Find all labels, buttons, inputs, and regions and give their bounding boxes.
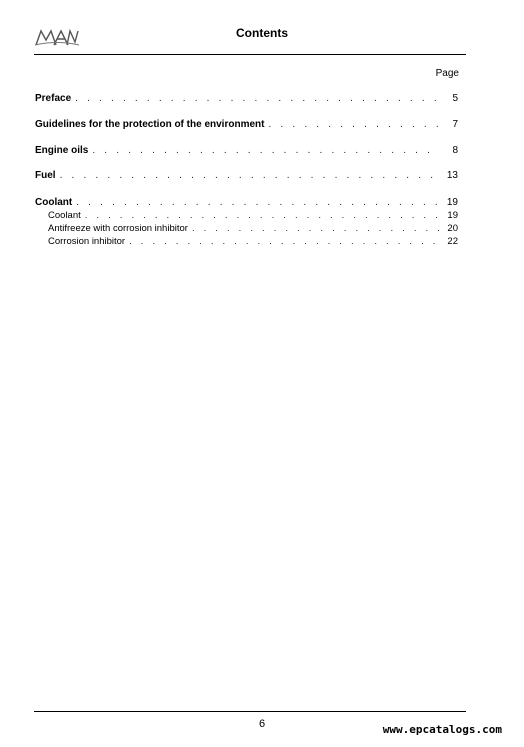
toc-entry-label: Guidelines for the protection of the environment (35, 119, 265, 130)
toc-leader-dots (268, 119, 440, 130)
toc-entry-page: 8 (452, 145, 458, 156)
toc-entry-page: 13 (446, 170, 458, 181)
toc-entry[interactable] (35, 170, 458, 181)
footer-page-number: 6 (258, 718, 266, 730)
toc-entry-page: 19 (447, 210, 458, 221)
toc-entry-page: 7 (452, 119, 458, 130)
toc-entry-page: 19 (446, 197, 458, 208)
toc-entry-page: 20 (447, 223, 458, 234)
toc-entry-page: 5 (452, 93, 458, 104)
toc-subentry[interactable] (48, 210, 458, 221)
toc-leader-dots (60, 170, 440, 181)
toc-subentry[interactable] (48, 223, 458, 234)
toc-leader-dots (192, 223, 440, 234)
header-divider (34, 54, 466, 55)
toc-leader-dots (75, 93, 440, 104)
watermark: www.epcatalogs.com (382, 723, 502, 736)
toc-entry-label: Coolant (35, 197, 73, 208)
toc-leader-dots (129, 236, 440, 247)
toc-entry-label: Engine oils (35, 145, 89, 156)
toc-entry[interactable] (35, 93, 458, 104)
toc-entry-label: Preface (35, 93, 72, 104)
toc-entry-label: Fuel (35, 170, 56, 181)
toc-leader-dots (85, 210, 440, 221)
toc-entry-label: Antifreeze with corrosion inhibitor (48, 223, 188, 234)
toc-leader-dots (92, 145, 440, 156)
toc-entry-label: Corrosion inhibitor (48, 236, 126, 247)
page-column-label: Page (435, 68, 459, 79)
toc-entry-label: Coolant (48, 210, 81, 221)
toc-entry[interactable] (35, 197, 458, 208)
toc-leader-dots (76, 197, 440, 208)
toc-entry[interactable] (35, 119, 458, 130)
toc-entry-page: 22 (447, 236, 458, 247)
toc-entry[interactable] (35, 145, 458, 156)
footer-divider (34, 711, 466, 712)
toc-subentry[interactable] (48, 236, 458, 247)
page-title: Contents (236, 26, 288, 40)
